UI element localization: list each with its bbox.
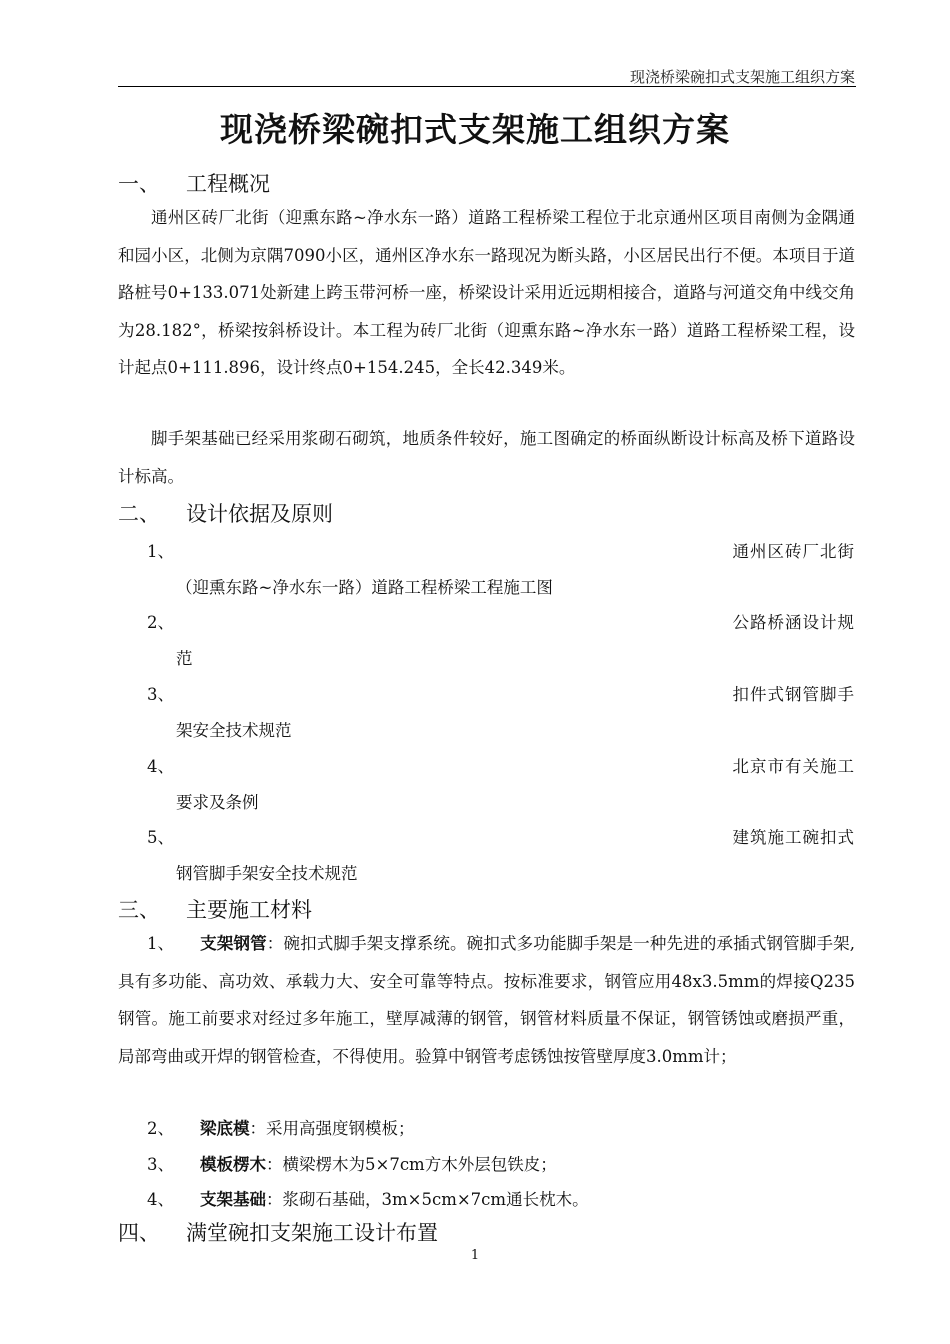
material-description: ：碗扣式脚手架支撑系统。碗扣式多功能脚手架是一种先进的承插式钢管脚手架,具有多功能、高功效、承载力大、安全可靠等特点。按标准要求，钢管应用48x3.5mm的焊接Q235钢管。施工前要求对经过多年施工，壁厚减薄的钢管，钢管材料质量不保证，钢管锈蚀或磨损严重，局部弯曲或开焊的钢管检查，不得使用。验算中钢管考虑锈蚀按管壁厚度3.0mm计；	[118, 934, 855, 1066]
section-title: 设计依据及原则	[186, 502, 333, 526]
basis-item-text: 建筑施工碗扣式	[732, 828, 855, 847]
material-label: 支架基础	[200, 1190, 266, 1209]
basis-item-text: 北京市有关施工	[732, 757, 855, 776]
running-header: 现浇桥梁碗扣式支架施工组织方案	[629, 68, 855, 86]
section-number: 一、	[118, 172, 160, 196]
material-item-bottom-form	[147, 1115, 415, 1139]
basis-item-text: 通州区砖厂北街	[732, 542, 855, 561]
basis-item-continuation: 范	[176, 649, 193, 668]
basis-item-number: 3、	[147, 685, 174, 704]
basis-item-continuation: 钢管脚手架安全技术规范	[176, 864, 358, 883]
basis-item-number: 5、	[147, 828, 174, 847]
material-description: ：浆砌石基础，3m×5cm×7cm通长枕木。	[266, 1190, 589, 1209]
material-item-support-foundation	[147, 1186, 589, 1210]
basis-item-continuation: 要求及条例	[176, 793, 259, 812]
material-number: 3、	[147, 1155, 174, 1174]
section-number: 三、	[118, 898, 160, 922]
basis-item-text: 扣件式钢管脚手	[732, 685, 855, 704]
basis-item-continuation: （迎熏东路~净水东一路）道路工程桥梁工程施工图	[176, 578, 553, 597]
material-label: 模板楞木	[200, 1155, 266, 1174]
material-number: 2、	[147, 1119, 174, 1138]
paragraph-project-overview: 通州区砖厂北街（迎熏东路~净水东一路）道路工程桥梁工程位于北京通州区项目南侧为金隅通和园小区，北侧为京隅7090小区，通州区净水东一路现况为断头路，小区居民出行不便。本项目于道路桩号0+133.071处新建上跨玉带河桥一座，桥梁设计采用近远期相接合，道路与河道交角中线交角为28.182°，桥梁按斜桥设计。本工程为砖厂北街（迎熏东路~净水东一路）道路工程桥梁工程，设计起点0+111.896，设计终点0+154.245，全长42.349米。	[118, 208, 855, 377]
section-heading-4	[118, 1217, 438, 1247]
section-heading-1	[118, 168, 270, 198]
basis-item-continuation: 架安全技术规范	[176, 721, 292, 740]
basis-item-text: 公路桥涵设计规	[732, 613, 855, 632]
section-heading-2	[118, 498, 333, 528]
basis-item-number: 2、	[147, 613, 174, 632]
material-number: 1、	[147, 934, 174, 953]
material-label: 支架钢管	[200, 934, 267, 953]
section-title: 主要施工材料	[186, 898, 312, 922]
section-title: 工程概况	[186, 172, 270, 196]
paragraph-scaffold-foundation: 脚手架基础已经采用浆砌石砌筑，地质条件较好，施工图确定的桥面纵断设计标高及桥下道路设计标高。	[118, 429, 855, 486]
header-divider	[118, 86, 856, 87]
section-title: 满堂碗扣支架施工设计布置	[186, 1221, 438, 1245]
material-description: ：采用高强度钢模板；	[249, 1119, 415, 1138]
section-heading-3	[118, 894, 312, 924]
material-label: 梁底模	[200, 1119, 250, 1138]
section-number: 四、	[118, 1221, 160, 1245]
document-title: 现浇桥梁碗扣式支架施工组织方案	[220, 110, 730, 149]
material-item-steel-pipe	[118, 925, 855, 1075]
basis-item-number: 4、	[147, 757, 174, 776]
page-number: 1	[470, 1248, 480, 1263]
material-number: 4、	[147, 1190, 174, 1209]
material-description: ：横梁楞木为5×7cm方木外层包铁皮；	[266, 1155, 557, 1174]
section-number: 二、	[118, 502, 160, 526]
basis-item-number: 1、	[147, 542, 174, 561]
material-item-formwork-timber	[147, 1151, 557, 1175]
